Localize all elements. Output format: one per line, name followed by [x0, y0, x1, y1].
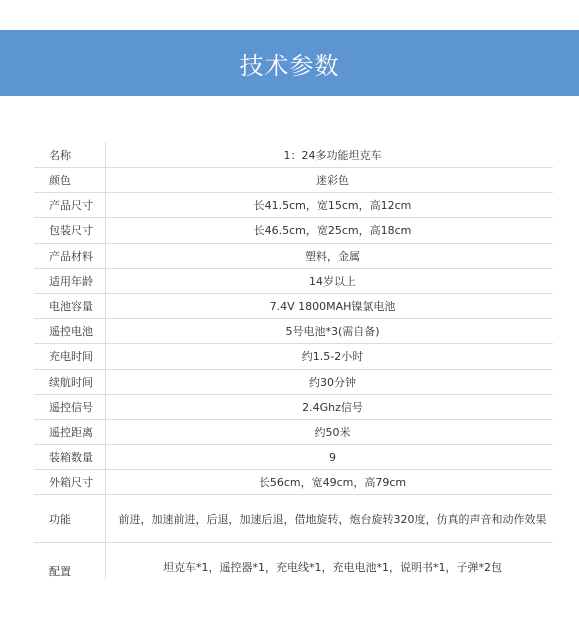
spec-value: 塑料，金属	[305, 249, 360, 263]
spec-row-product-size	[34, 193, 553, 218]
spec-label: 颜色	[34, 168, 106, 192]
spec-row-box-quantity	[34, 445, 553, 470]
spec-label: 功能	[34, 495, 106, 542]
spec-value: 长46.5cm，宽25cm，高18cm	[253, 224, 412, 238]
spec-label: 遥控信号	[34, 395, 106, 419]
spec-value: 前进，加速前进，后退，加速后退，借地旋转，炮台旋转320度，仿真的声音和动作效果	[118, 512, 547, 526]
spec-label: 遥控电池	[34, 319, 106, 343]
spec-row-remote-signal	[34, 395, 553, 420]
spec-row-name	[34, 142, 553, 168]
spec-row-run-time	[34, 370, 553, 395]
spec-value: 14岁以上	[309, 274, 356, 288]
spec-label: 名称	[34, 142, 106, 167]
spec-label: 电池容量	[34, 294, 106, 318]
spec-value: 约50米	[314, 425, 351, 439]
spec-value: 长41.5cm，宽15cm，高12cm	[253, 199, 412, 213]
spec-row-age	[34, 269, 553, 294]
spec-label: 适用年龄	[34, 269, 106, 293]
spec-label: 配置	[34, 543, 106, 579]
spec-label: 包装尺寸	[34, 218, 106, 242]
spec-label: 充电时间	[34, 344, 106, 368]
spec-value: 9	[329, 450, 336, 464]
spec-value: 1：24多功能坦克车	[283, 148, 382, 162]
spec-row-functions	[34, 495, 553, 543]
page-title: 技术参数	[239, 51, 340, 80]
spec-label: 产品材料	[34, 244, 106, 268]
spec-value: 约1.5-2小时	[301, 350, 364, 364]
spec-label: 外箱尺寸	[34, 470, 106, 494]
spec-label: 续航时间	[34, 370, 106, 394]
spec-label: 装箱数量	[34, 445, 106, 469]
spec-value: 约30分钟	[309, 375, 356, 389]
spec-label: 产品尺寸	[34, 193, 106, 217]
spec-value: 5号电池*3(需自备)	[285, 325, 380, 339]
spec-value: 坦克车*1，遥控器*1，充电线*1，充电电池*1，说明书*1，子弹*2包	[163, 561, 502, 575]
spec-row-contents	[34, 543, 553, 579]
header-banner	[0, 30, 579, 96]
spec-row-package-size	[34, 218, 553, 243]
spec-row-remote-battery	[34, 319, 553, 344]
spec-row-color	[34, 168, 553, 193]
spec-row-material	[34, 244, 553, 269]
spec-table	[34, 142, 553, 579]
spec-label: 遥控距离	[34, 420, 106, 444]
spec-value: 迷彩色	[316, 174, 349, 188]
spec-row-charge-time	[34, 344, 553, 369]
spec-row-battery-capacity	[34, 294, 553, 319]
spec-value: 7.4V 1800MAH镍氯电池	[269, 300, 396, 314]
spec-value: 2.4Ghz信号	[302, 400, 363, 414]
top-strip	[0, 0, 579, 30]
spec-value: 长56cm，宽49cm，高79cm	[258, 476, 407, 490]
spec-row-remote-distance	[34, 420, 553, 445]
spec-row-carton-size	[34, 470, 553, 495]
